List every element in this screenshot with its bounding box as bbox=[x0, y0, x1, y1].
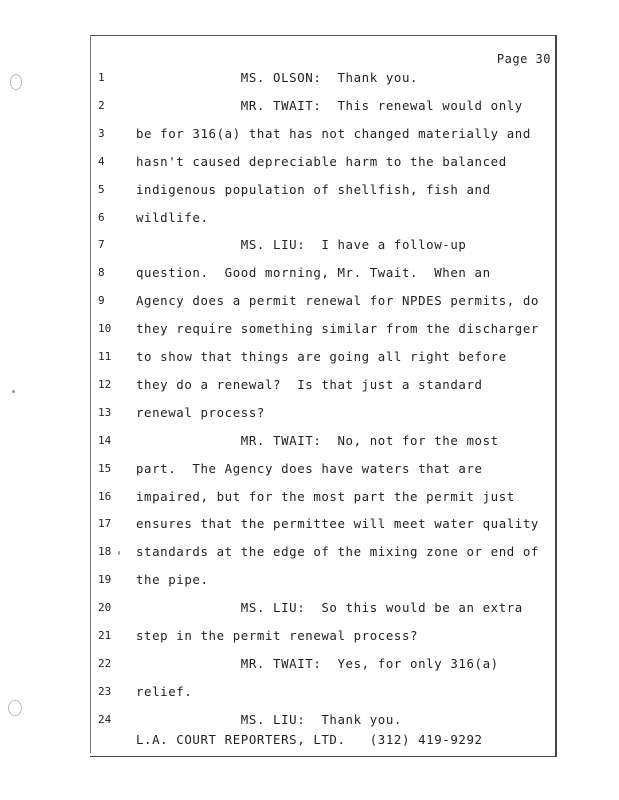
transcript-line bbox=[0, 622, 619, 650]
transcript-line bbox=[0, 231, 619, 259]
line-text: MR. TWAIT: Yes, for only 316(a) bbox=[136, 655, 499, 671]
transcript-line bbox=[0, 92, 619, 120]
line-number: 9 bbox=[98, 294, 105, 308]
line-number: 17 bbox=[98, 517, 112, 531]
transcript-line bbox=[0, 120, 619, 148]
line-text: MS. LIU: So this would be an extra bbox=[136, 600, 523, 616]
line-text: relief. bbox=[136, 683, 193, 699]
line-number: 6 bbox=[98, 210, 105, 224]
line-text: standards at the edge of the mixing zone or end of bbox=[136, 544, 539, 560]
line-number: 23 bbox=[98, 684, 112, 698]
transcript-line bbox=[0, 455, 619, 483]
line-number: 5 bbox=[98, 182, 105, 196]
line-text: MR. TWAIT: This renewal would only bbox=[136, 97, 523, 113]
line-number: 2 bbox=[98, 98, 105, 112]
line-text: impaired, but for the most part the permit just bbox=[136, 488, 515, 504]
line-text: MS. OLSON: Thank you. bbox=[136, 70, 419, 85]
line-text: they do a renewal? Is that just a standard bbox=[136, 376, 483, 392]
line-number: 20 bbox=[98, 601, 112, 615]
transcript-line bbox=[0, 204, 619, 232]
transcript-line bbox=[0, 566, 619, 594]
transcript-line bbox=[0, 399, 619, 427]
line-number: 19 bbox=[98, 573, 112, 587]
transcript-line bbox=[0, 343, 619, 371]
line-text: the pipe. bbox=[136, 572, 209, 588]
footer-reporter-info: L.A. COURT REPORTERS, LTD. (312) 419-9292 bbox=[136, 732, 483, 747]
line-text: wildlife. bbox=[136, 209, 209, 225]
line-number: 1 bbox=[98, 71, 105, 84]
transcript-line bbox=[0, 483, 619, 511]
line-text: be for 316(a) that has not changed materially and bbox=[136, 125, 531, 141]
line-number: 21 bbox=[98, 629, 112, 642]
line-text: question. Good morning, Mr. Twait. When an bbox=[136, 265, 491, 281]
transcript-line bbox=[0, 371, 619, 399]
line-number: 15 bbox=[98, 461, 112, 475]
line-number: 13 bbox=[98, 405, 112, 419]
transcript-line bbox=[0, 510, 619, 538]
line-number: 3 bbox=[98, 126, 105, 140]
transcript-line bbox=[0, 706, 619, 734]
transcript-line bbox=[0, 315, 619, 343]
line-number: 10 bbox=[98, 322, 112, 336]
transcript-line bbox=[0, 678, 619, 706]
line-text: step in the permit renewal process? bbox=[136, 628, 419, 643]
transcript-line bbox=[0, 176, 619, 204]
line-text: indigenous population of shellfish, fish and bbox=[136, 181, 491, 197]
line-text: renewal process? bbox=[136, 404, 265, 420]
line-number: 22 bbox=[98, 656, 112, 670]
line-number: 11 bbox=[98, 350, 112, 363]
line-number: 8 bbox=[98, 266, 105, 280]
transcript-line bbox=[0, 594, 619, 622]
line-text: MS. LIU: Thank you. bbox=[136, 711, 402, 727]
line-text: Agency does a permit renewal for NPDES permits, do bbox=[136, 293, 539, 309]
transcript-line bbox=[0, 259, 619, 287]
line-text: ensures that the permittee will meet water quality bbox=[136, 516, 539, 532]
line-number: 14 bbox=[98, 433, 112, 447]
transcript-line bbox=[0, 287, 619, 315]
transcript-line bbox=[0, 427, 619, 455]
line-text: they require something similar from the discharger bbox=[136, 321, 539, 337]
page-number: Page 30 bbox=[496, 52, 551, 66]
line-number: 18 bbox=[98, 545, 112, 559]
line-text: MS. LIU: I have a follow-up bbox=[136, 237, 467, 253]
line-text: part. The Agency does have waters that are bbox=[136, 460, 483, 476]
transcript-line bbox=[0, 650, 619, 678]
line-text: MR. TWAIT: No, not for the most bbox=[136, 432, 499, 448]
line-text: hasn't caused depreciable harm to the balanced bbox=[136, 153, 507, 169]
line-number: 16 bbox=[98, 489, 112, 503]
transcript-line bbox=[0, 538, 619, 566]
transcript-line bbox=[0, 148, 619, 176]
transcript-line bbox=[0, 64, 619, 92]
line-text: to show that things are going all right before bbox=[136, 349, 507, 364]
line-number: 24 bbox=[98, 712, 112, 726]
line-number: 7 bbox=[98, 238, 105, 252]
line-number: 4 bbox=[98, 154, 105, 168]
line-number: 12 bbox=[98, 377, 112, 391]
